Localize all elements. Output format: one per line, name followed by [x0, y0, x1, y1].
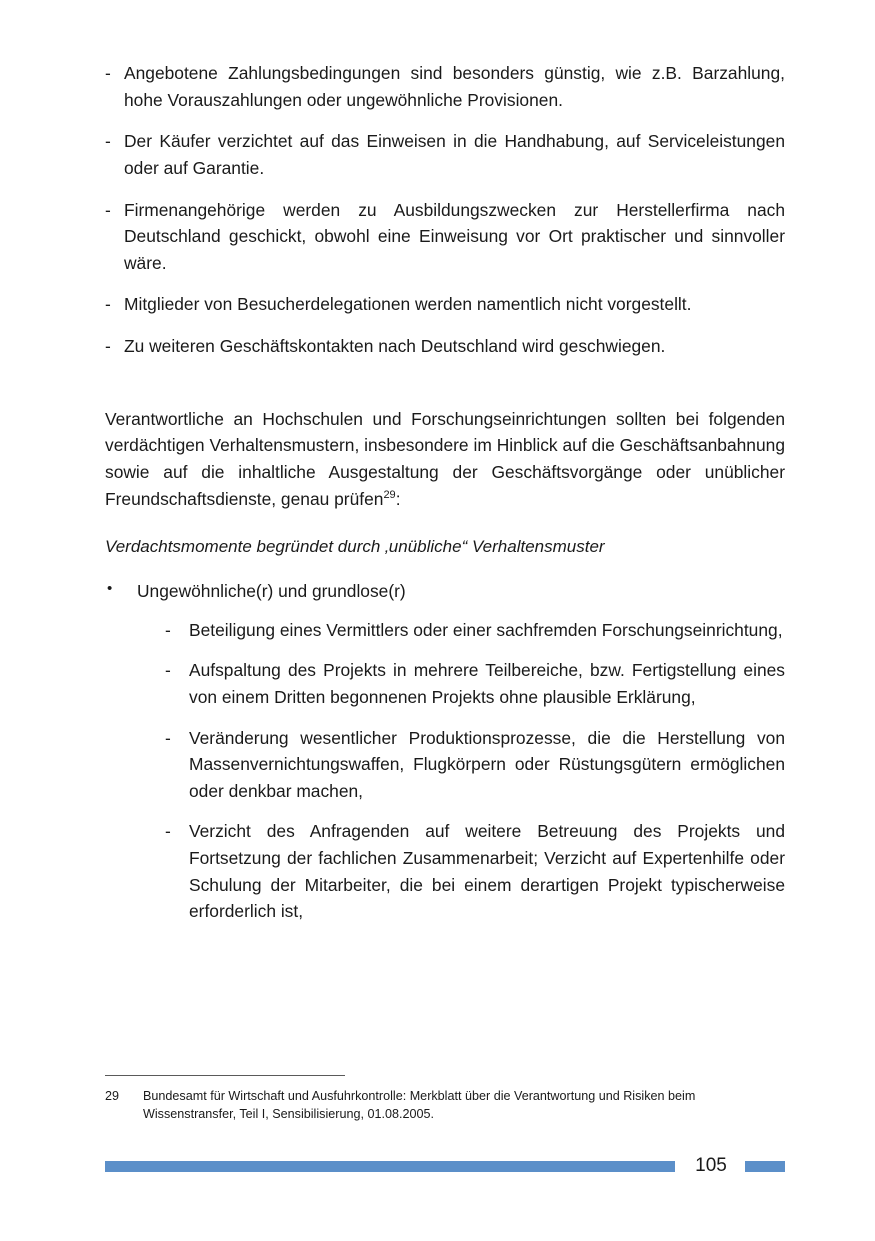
page-footer [105, 1155, 785, 1175]
footnote [105, 1087, 785, 1124]
dash-marker-icon: - [105, 199, 111, 220]
list-item [165, 818, 785, 925]
top-dash-list [105, 60, 785, 360]
dash-marker-icon: - [165, 821, 171, 842]
body-paragraph [105, 406, 785, 513]
footer-accent-bar-right [745, 1161, 785, 1172]
bullet-list [105, 578, 785, 604]
footnote-area [105, 1075, 785, 1124]
list-item-text: Angebotene Zahlungsbedingungen sind besonders günstig, wie z.B. Barzahlung, hohe Vorauszahlungen oder ungewöhnliche Provisionen. [124, 63, 785, 110]
list-item [105, 197, 785, 277]
dash-marker-icon: - [105, 63, 111, 83]
paragraph-suffix: : [395, 488, 401, 509]
list-item [105, 291, 785, 318]
dash-marker-icon: - [165, 727, 171, 748]
sub-dash-list [105, 617, 785, 925]
dash-marker-icon: - [105, 294, 111, 315]
list-item [105, 333, 785, 360]
page-number: 105 [695, 1155, 727, 1176]
list-item [105, 128, 785, 181]
list-item-text: Beteiligung eines Vermittlers oder einer sachfremden Forschungseinrichtung, [189, 619, 783, 640]
dash-marker-icon: - [105, 336, 111, 356]
footnote-text: Bundesamt für Wirtschaft und Ausfuhrkontrolle: Merkblatt über die Verantwortung und Risiken beim Wissenstransfer, Teil I, Sensibilisierung, 01.08.2005. [143, 1089, 696, 1122]
bullet-marker-icon: • [107, 579, 113, 597]
dash-marker-icon: - [165, 660, 171, 681]
list-item-text: Ungewöhnliche(r) und grundlose(r) [137, 580, 406, 601]
section-subheading: Verdachtsmomente begründet durch ‚unübliche“ Verhaltensmuster [105, 537, 605, 557]
list-item [165, 725, 785, 805]
list-item-text: Verzicht des Anfragenden auf weitere Betreuung des Projekts und Fortsetzung der fachlichen Zusammenarbeit; Verzicht auf Expertenhilfe oder Schulung der Mitarbeiter, die bei einem derartigen Projekt typischerweise erforderlich ist, [189, 821, 785, 922]
list-item [105, 60, 785, 113]
dash-marker-icon: - [105, 131, 111, 152]
dash-marker-icon: - [165, 619, 171, 640]
list-item-text: Aufspaltung des Projekts in mehrere Teilbereiche, bzw. Fertigstellung eines von einem Dritten begonnenen Projekts ohne plausible Erklärung, [189, 660, 785, 707]
list-item-text: Firmenangehörige werden zu Ausbildungszwecken zur Herstellerfirma nach Deutschland geschickt, obwohl eine Einweisung vor Ort praktischer und sinnvoller wäre. [124, 199, 785, 273]
list-item-text: Zu weiteren Geschäftskontakten nach Deutschland wird geschwiegen. [124, 336, 666, 356]
footnote-divider [105, 1075, 345, 1076]
list-item-text: Veränderung wesentlicher Produktionsprozesse, die die Herstellung von Massenvernichtungswaffen, Flugkörpern oder Rüstungsgütern ermöglichen oder denkbar machen, [189, 727, 785, 801]
list-item-text: Der Käufer verzichtet auf das Einweisen in die Handhabung, auf Serviceleistungen oder auf Garantie. [124, 131, 785, 178]
list-item [105, 578, 785, 604]
list-item [165, 657, 785, 710]
footer-accent-bar-left [105, 1161, 675, 1172]
footnote-reference: 29 [383, 488, 396, 501]
list-item [165, 617, 785, 644]
list-item-text: Mitglieder von Besucherdelegationen werden namentlich nicht vorgestellt. [124, 294, 692, 315]
page-content [105, 60, 785, 939]
footnote-number: 29 [105, 1089, 120, 1103]
paragraph-text: Verantwortliche an Hochschulen und Forschungseinrichtungen sollten bei folgenden verdächtigen Verhaltensmustern, insbesondere im Hinblick auf die Geschäftsanbahnung sowie auf die inhaltliche Ausgestaltung der Geschäftsvorgänge oder unüblicher Freundschaftsdienste, genau prüfen [105, 408, 785, 509]
